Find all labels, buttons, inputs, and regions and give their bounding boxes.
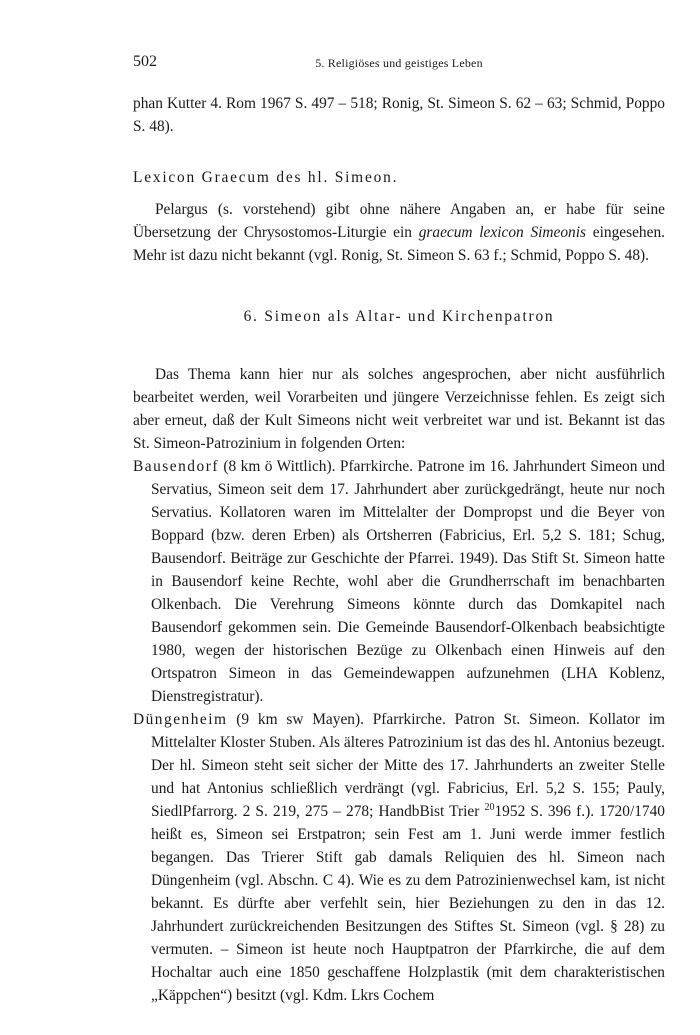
page-number: 502	[133, 53, 157, 70]
entry-duengenheim	[133, 708, 665, 1007]
entry-text-part-a: (9 km sw Mayen). Pfarrkirche. Patron St. Simeon. Kollator im Mittelalter Kloster Stuben. Als älteres Patrozinium ist das des hl. Antonius bezeugt. Der hl. Simeon steht seit sicher der Mitte des 17. Jahrhunderts an zweiter Stelle und hat Antonius schließlich verdrängt (vgl. Fabricius, Erl. 5,2 S. 155; Pauly, SiedlPfarrorg. 2 S. 219, 275 – 278; HandbBist Trier	[151, 711, 665, 820]
lexicon-text-before: Pelargus (s. vorstehend) gibt ohne nähere Angaben an, er habe für seine Übersetzung der Chrysostomos-Liturgie ein	[133, 201, 665, 241]
entry-text: (8 km ö Wittlich). Pfarrkirche. Patrone im 16. Jahrhundert Simeon und Servatius, Simeon seit dem 17. Jahrhundert aber zurückgedrängt, heute nur noch Servatius. Kollatoren waren im Mittelalter der Dompropst und die Beyer von Boppard (bzw. deren Erben) als Ortsherren (Fabricius, Erl. 5,2 S. 181; Schug, Bausendorf. Beiträge zur Geschichte der Pfarrei. 1949). Das Stift St. Simeon hatte in Bausendorf keine Rechte, wohl aber die Grundherrschaft im benachbarten Olkenbach. Die Verehrung Simeons könnte durch das Domkapitel nach Bausendorf gekommen sein. Die Gemeinde Bausendorf-Olkenbach beabsichtigte 1980, wegen der historischen Bezüge zu Olkenbach einen Hinweis auf den Ortspatron Simeon in das Gemeindewappen aufzunehmen (LHA Koblenz, Dienstregistratur).	[151, 458, 665, 705]
entry-text-part-b: 1952 S. 396 f.). 1720/1740 heißt es, Simeon sei Erstpatron; sein Fest am 1. Juni werde immer festlich begangen. Das Trierer Stift gab damals Reliquien des hl. Simeon nach Düngenheim (vgl. Abschn. C 4). Wie es zu dem Patrozinienwechsel kam, ist nicht bekannt. Es dürfte aber verfehlt sein, hier Beziehungen zu den in das 12. Jahrhundert zurückreichenden Besitzungen des Stiftes St. Simeon (vgl. § 28) zu vermuten. – Simeon ist heute noch Hauptpatron der Pfarrkirche, die auf dem Hochaltar auch eine 1850 geschaffene Holzplastik (mit dem charakteristischen „Käppchen“) besitzt (vgl. Kdm. Lkrs Cochem	[151, 803, 666, 1004]
entry-place-name: Bausendorf	[133, 458, 219, 475]
page-header	[133, 53, 665, 75]
lexicon-heading: Lexicon Graecum des hl. Simeon.	[133, 169, 399, 186]
section-title: 6. Simeon als Altar- und Kirchenpatron	[243, 308, 555, 325]
entry-bausendorf	[133, 455, 665, 708]
lexicon-paragraph	[133, 198, 665, 267]
lexicon-italic-title: graecum lexicon Simeonis	[418, 224, 587, 241]
section-intro: Das Thema kann hier nur als solches angesprochen, aber nicht ausführlich bearbeitet werden, weil Vorarbeiten und jüngere Verzeichnisse fehlen. Es zeigt sich aber erneut, daß der Kult Simeons nicht weit verbreitet war und ist. Bekannt ist das St. Simeon-Patrozinium in folgenden Orten:	[133, 366, 665, 452]
lexicon-text-after: eingesehen. Mehr ist dazu nicht bekannt (vgl. Ronig, St. Simeon S. 63 f.; Schmid, Poppo S. 48).	[133, 224, 665, 264]
entry-place-name: Düngenheim	[133, 711, 228, 728]
running-head: 5. Religiöses und geistiges Leben	[315, 56, 483, 70]
paragraph-continuation: phan Kutter 4. Rom 1967 S. 497 – 518; Ronig, St. Simeon S. 62 – 63; Schmid, Poppo S. 48).	[133, 95, 665, 135]
page-body	[133, 92, 665, 1007]
edition-superscript: 20	[484, 802, 495, 813]
